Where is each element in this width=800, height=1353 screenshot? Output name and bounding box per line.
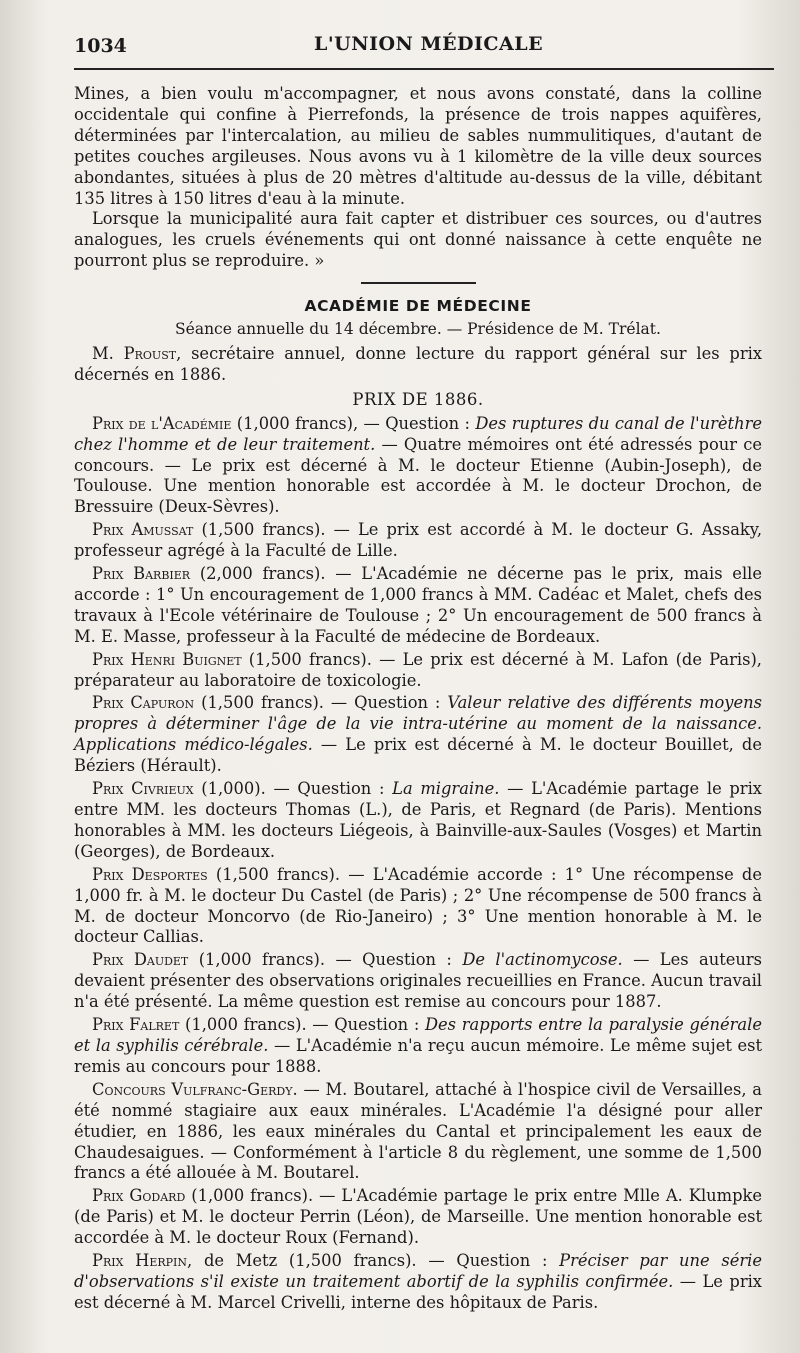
prize-name: Prix Barbier bbox=[92, 564, 191, 584]
prize-text: (1,000 francs). — Question : bbox=[188, 950, 463, 970]
prize-question: La migraine. bbox=[392, 779, 500, 799]
prize-entry bbox=[74, 950, 762, 1013]
section-divider bbox=[361, 282, 476, 284]
prize-question: Des ruptures du canal de l'urèthre chez l'homme et de leur traitement. bbox=[74, 413, 763, 454]
header-rule bbox=[74, 68, 774, 70]
running-title: L'UNION MÉDICALE bbox=[314, 33, 544, 55]
prize-text: (1,000). — Question : bbox=[193, 779, 393, 799]
prize-result: — Le prix est décerné à M. Marcel Crivelli, interne des hôpitaux de Paris. bbox=[74, 1271, 762, 1312]
prize-result: — Les auteurs devaient présenter des observations originales recueillies en France. Aucun travail n'a été présenté. La même question est remise au concours pour 1887. bbox=[74, 950, 763, 1012]
page-number: 1034 bbox=[74, 35, 127, 57]
prize-name: Prix Civrieux bbox=[92, 779, 194, 799]
prize-entry bbox=[74, 564, 762, 648]
prize-text: (1,000 francs). — Question : bbox=[179, 1015, 425, 1035]
seance-line: Séance annuelle du 14 décembre. — Présidence de M. Trélat. bbox=[175, 320, 661, 339]
prize-result: — L'Académie partage le prix entre MM. les docteurs Thomas (L.), de Paris, et Regnard (de Paris). Mentions honorables à MM. les docteurs Liégeois, à Bainville-aux-Saules (Vosges) et Martin (Georges), de Bordeaux. bbox=[74, 779, 762, 861]
prize-name: Prix Godard bbox=[92, 1186, 186, 1206]
prize-text: (1,500 francs). — Question : bbox=[194, 693, 448, 713]
prize-text: (1,500 francs). — Le prix est décerné à M. Lafon (de Paris), préparateur au laboratoire de toxicologie. bbox=[74, 649, 762, 690]
intro-paragraph-2: Lorsque la municipalité aura fait capter et distribuer ces sources, ou d'autres analogues, les cruels événements qui ont donné naissance à cette enquête ne pourront plus se reproduire. » bbox=[74, 209, 762, 271]
lead-name: M. Proust bbox=[92, 343, 177, 363]
prize-entry bbox=[74, 520, 762, 562]
prize-name: Prix Daudet bbox=[92, 950, 189, 970]
prize-entry bbox=[74, 414, 762, 519]
prize-name: Prix de l'Académie bbox=[92, 413, 232, 433]
prize-question: De l'actinomycose. bbox=[462, 950, 623, 970]
prize-entry bbox=[74, 1015, 762, 1078]
prize-result: — Quatre mémoires ont été adressés pour ce concours. — Le prix est décerné à M. le docteur Etienne (Aubin-Joseph), de Toulouse. Une mention honorable est accordée à M. le docteur Drochon, de Bressuire (Deux-Sèvres). bbox=[74, 434, 762, 517]
prize-entry bbox=[74, 865, 762, 949]
prize-text: (1,500 francs). — L'Académie accorde : 1° Une récompense de 1,000 fr. à M. le docteur Du Castel (de Paris) ; 2° Une récompense de 500 francs à M. de docteur Moncorvo (de Rio-Janeiro) ; 3° Une mention honorable à M. le docteur Callias. bbox=[74, 864, 762, 947]
prize-text: (1,000 francs). — L'Académie partage le prix entre Mlle A. Klumpke (de Paris) et M. le docteur Perrin (Léon), de Marseille. Une mention honorable est accordée à M. le docteur Roux (Fernand). bbox=[74, 1186, 762, 1248]
prize-result: — L'Académie n'a reçu aucun mémoire. Le même sujet est remis au concours pour 1888. bbox=[74, 1035, 762, 1076]
prize-question: Des rapports entre la paralysie générale et la syphilis cérébrale. bbox=[74, 1015, 762, 1055]
prize-text: (1,000 francs), — Question : bbox=[231, 413, 476, 433]
prize-name: Prix Henri Buignet bbox=[92, 649, 242, 669]
prix-heading: PRIX DE 1886. bbox=[352, 389, 484, 409]
prize-entry bbox=[74, 779, 762, 863]
prize-name: Prix Amussat bbox=[92, 520, 194, 540]
prize-question: Valeur relative des différents moyens propres à déterminer l'âge de la vie intra-utérine au moment de la naissance. Applications médico-légales. bbox=[74, 693, 762, 755]
intro-paragraph-1: Mines, a bien voulu m'accompagner, et nous avons constaté, dans la colline occidentale qui confine à Pierrefonds, la présence de trois nappes aquifères, déterminées par l'intercalation, au milieu de sables nummulitiques, d'autant de petites couches argileuses. Nous avons vu à 1 kilomètre de la ville deux sources abondantes, situées à plus de 20 mètres d'altitude au-dessus de la ville, débitant 135 litres à 150 litres d'eau à la minute. bbox=[74, 84, 762, 208]
prize-result: — Le prix est décerné à M. le docteur Bouillet, de Béziers (Hérault). bbox=[74, 735, 762, 776]
prize-name: Prix Desportes bbox=[92, 864, 208, 884]
prize-entry bbox=[74, 1251, 762, 1314]
prize-name: Prix Capuron bbox=[92, 693, 195, 713]
lead-text: , secrétaire annuel, donne lecture du rapport général sur les prix décernés en 1886. bbox=[74, 343, 762, 384]
lead-paragraph bbox=[74, 344, 762, 386]
prize-name: Prix Herpin bbox=[92, 1251, 188, 1271]
prize-name: Prix Falret bbox=[92, 1015, 180, 1035]
prize-list bbox=[74, 414, 762, 1314]
prize-text: (2,000 francs). — L'Académie ne décerne pas le prix, mais elle accorde : 1° Un encouragement de 1,000 francs à MM. Cadéac et Malet, chefs des travaux à l'Ecole vétérinaire de Toulouse ; 2° Un encouragement de 500 francs à M. E. Masse, professeur à la Faculté de médecine de Bordeaux. bbox=[74, 564, 762, 646]
prize-entry bbox=[74, 1080, 762, 1185]
prize-text: , de Metz (1,500 francs). — Question : bbox=[187, 1251, 560, 1271]
prize-question: Préciser par une série d'observations s'il existe un traitement abortif de la syphilis confirmée. bbox=[74, 1251, 762, 1291]
prize-text: . — M. Boutarel, attaché à l'hospice civil de Versailles, a été nommé stagiaire aux eaux minérales. L'Académie l'a désigné pour aller étudier, en 1886, les eaux minérales du Cantal et principalement les eaux de Chaudesaigues. — Conformément à l'article 8 du règlement, une somme de 1,500 francs a été allouée à M. Boutarel. bbox=[74, 1079, 762, 1183]
prize-name: Concours Vulfranc-Gerdy bbox=[92, 1079, 293, 1099]
page-header bbox=[74, 30, 762, 62]
section-title: ACADÉMIE DE MÉDECINE bbox=[304, 297, 532, 316]
prize-entry bbox=[74, 650, 762, 692]
prize-entry bbox=[74, 1186, 762, 1249]
prize-text: (1,500 francs). — Le prix est accordé à M. le docteur G. Assaky, professeur agrégé à la Faculté de Lille. bbox=[74, 520, 762, 561]
prize-entry bbox=[74, 693, 762, 777]
